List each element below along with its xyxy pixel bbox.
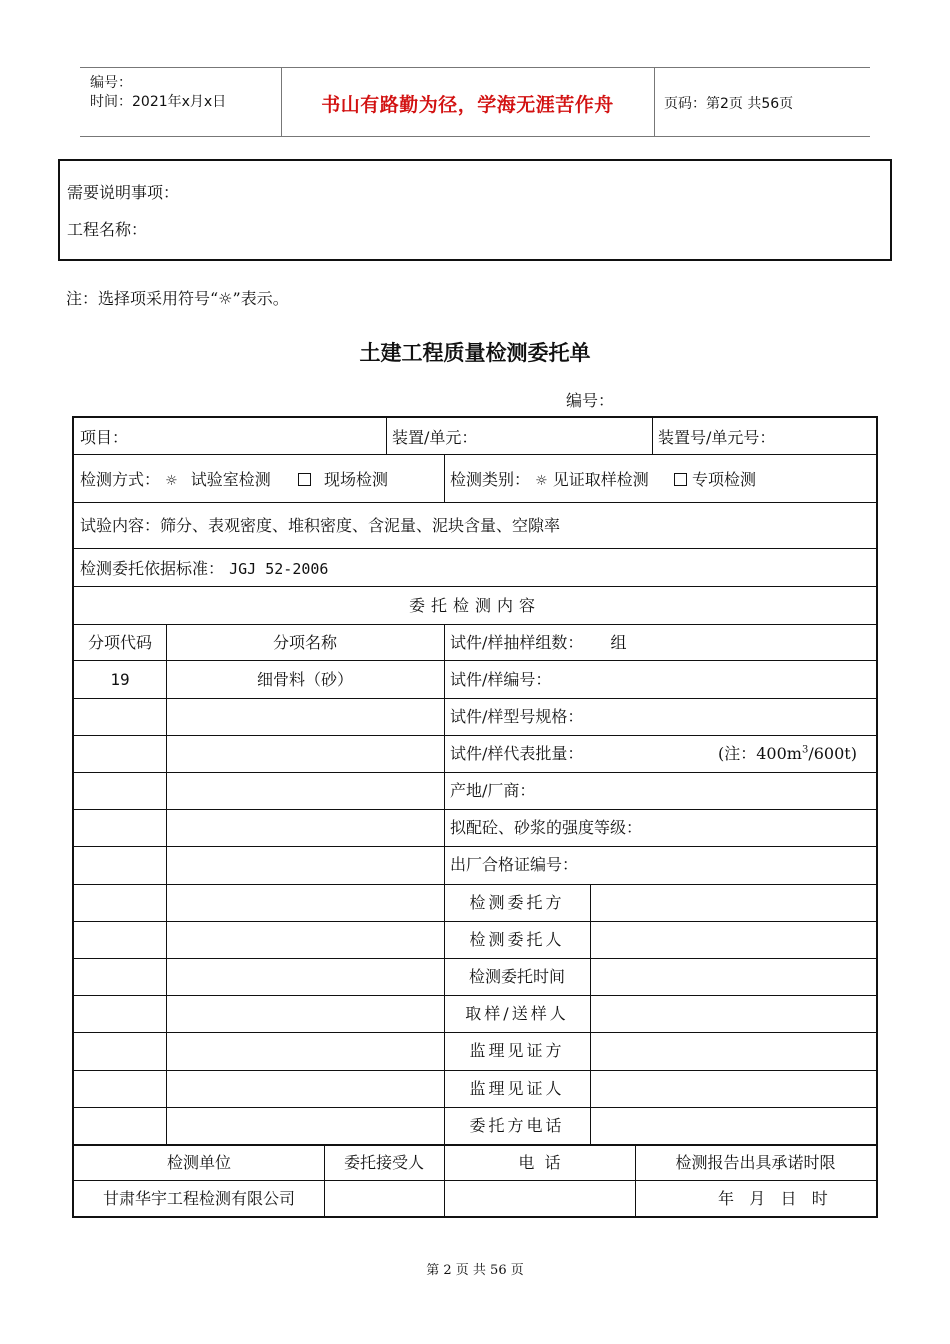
device-unit-label: 装置/单元： xyxy=(392,428,478,447)
row-divider xyxy=(74,1107,876,1108)
batch-note: (注：$400m^3/600t$) xyxy=(718,744,857,763)
party-label: 委托方电话 xyxy=(469,1116,565,1135)
certificate-label: 出厂合格证编号： xyxy=(450,855,579,874)
standard-value: JGJ 52-2006 xyxy=(229,560,329,578)
row-divider xyxy=(74,502,876,503)
section-title: 委托检测内容 xyxy=(408,596,541,615)
model-spec-label: 试件/样型号规格： xyxy=(450,707,584,726)
method-field-option[interactable]: 现场检测 xyxy=(323,470,388,489)
row-divider xyxy=(74,1070,876,1071)
method-lab-option[interactable]: 试验室检测 xyxy=(190,470,271,489)
row-divider xyxy=(74,772,876,773)
batch-label: 试件/样代表批量： xyxy=(450,744,584,763)
notes-project-name: 工程名称： xyxy=(67,220,148,239)
standard-label: 检测委托依据标准： xyxy=(80,559,225,578)
method-label: 检测方式： xyxy=(80,470,161,489)
checkbox-icon[interactable] xyxy=(298,473,311,486)
origin-label: 产地/厂商： xyxy=(450,781,536,800)
checkbox-icon[interactable] xyxy=(674,473,687,486)
row-divider xyxy=(74,735,876,736)
header-number: 编号： xyxy=(90,75,132,91)
column-code-header: 分项代码 xyxy=(87,633,152,652)
selection-remark: 注：选择项采用符号“☼”表示。 xyxy=(66,289,289,308)
item-name: 细骨料（砂） xyxy=(256,670,353,689)
row-divider xyxy=(74,624,876,625)
header-page-cell xyxy=(654,68,870,136)
category-witness-option[interactable]: 见证取样检测 xyxy=(552,470,649,489)
col-divider xyxy=(386,418,387,454)
row-divider xyxy=(74,958,876,959)
sample-groups-unit: 组 xyxy=(610,633,627,652)
form-number-label: 编号： xyxy=(566,391,615,410)
category-label: 检测类别： xyxy=(450,470,531,489)
party-label: 取样/送样人 xyxy=(465,1004,569,1023)
lab-name: 甘肃华宇工程检测有限公司 xyxy=(102,1189,295,1208)
notes-box xyxy=(58,159,892,261)
phone-header: 电 话 xyxy=(518,1153,561,1172)
project-label: 项目： xyxy=(80,428,129,447)
sample-groups-label: 试件/样抽样组数： xyxy=(450,633,584,652)
device-no-label: 装置号/单元号： xyxy=(658,428,776,447)
header-page-info: 页码：第2页 共56页 xyxy=(664,96,794,112)
row-divider xyxy=(74,548,876,549)
sample-groups xyxy=(450,633,627,653)
row-divider xyxy=(74,1032,876,1033)
row-divider xyxy=(74,698,876,699)
row-divider xyxy=(74,454,876,455)
receiver-header: 委托接受人 xyxy=(343,1153,424,1172)
col-divider xyxy=(444,624,445,1144)
strength-label: 拟配砼、砂浆的强度等级： xyxy=(450,818,643,837)
col-divider xyxy=(652,418,653,454)
deadline-value: 年 月 日 时 xyxy=(718,1189,828,1208)
header-meta-cell xyxy=(80,68,282,136)
row-divider xyxy=(74,884,876,885)
party-label: 检测委托时间 xyxy=(468,967,565,986)
test-content: 试验内容：筛分、表观密度、堆积密度、含泥量、泥块含量、空隙率 xyxy=(80,516,561,535)
deadline-header: 检测报告出具承诺时限 xyxy=(675,1153,836,1172)
col-divider xyxy=(590,884,591,1144)
header-motto-cell xyxy=(281,68,655,136)
header-time: 时间：2021年x月x日 xyxy=(90,94,227,110)
row-divider xyxy=(74,846,876,847)
row-divider xyxy=(74,921,876,922)
notes-line-1: 需要说明事项： xyxy=(67,183,180,202)
method-group xyxy=(80,470,388,491)
page-header xyxy=(80,67,870,137)
category-special-option[interactable]: 专项检测 xyxy=(691,470,756,489)
party-label: 检测委托人 xyxy=(469,930,565,949)
column-name-header: 分项名称 xyxy=(272,633,337,652)
party-label: 检测委托方 xyxy=(469,893,565,912)
item-code: 19 xyxy=(110,670,130,689)
lab-header: 检测单位 xyxy=(166,1153,231,1172)
row-divider xyxy=(74,809,876,810)
sample-no-label: 试件/样编号： xyxy=(450,670,552,689)
page-footer: 第 2 页 共 56 页 xyxy=(426,1263,524,1278)
standard-row xyxy=(80,559,328,579)
form-title: 土建工程质量检测委托单 xyxy=(359,341,591,365)
row-divider xyxy=(74,660,876,661)
party-label: 监理见证方 xyxy=(469,1041,565,1060)
row-divider xyxy=(74,1144,876,1146)
selected-symbol-icon[interactable]: ☼ xyxy=(535,473,548,489)
row-divider xyxy=(74,586,876,587)
party-label: 监理见证人 xyxy=(469,1079,565,1098)
header-motto: 书山有路勤为径，学海无涯苦作舟 xyxy=(321,94,614,116)
row-divider xyxy=(74,1180,876,1181)
col-divider xyxy=(166,624,167,1144)
selected-symbol-icon[interactable]: ☼ xyxy=(165,473,178,489)
row-divider xyxy=(74,995,876,996)
category-group xyxy=(450,470,756,491)
col-divider xyxy=(444,454,445,502)
commission-form xyxy=(72,416,878,1218)
